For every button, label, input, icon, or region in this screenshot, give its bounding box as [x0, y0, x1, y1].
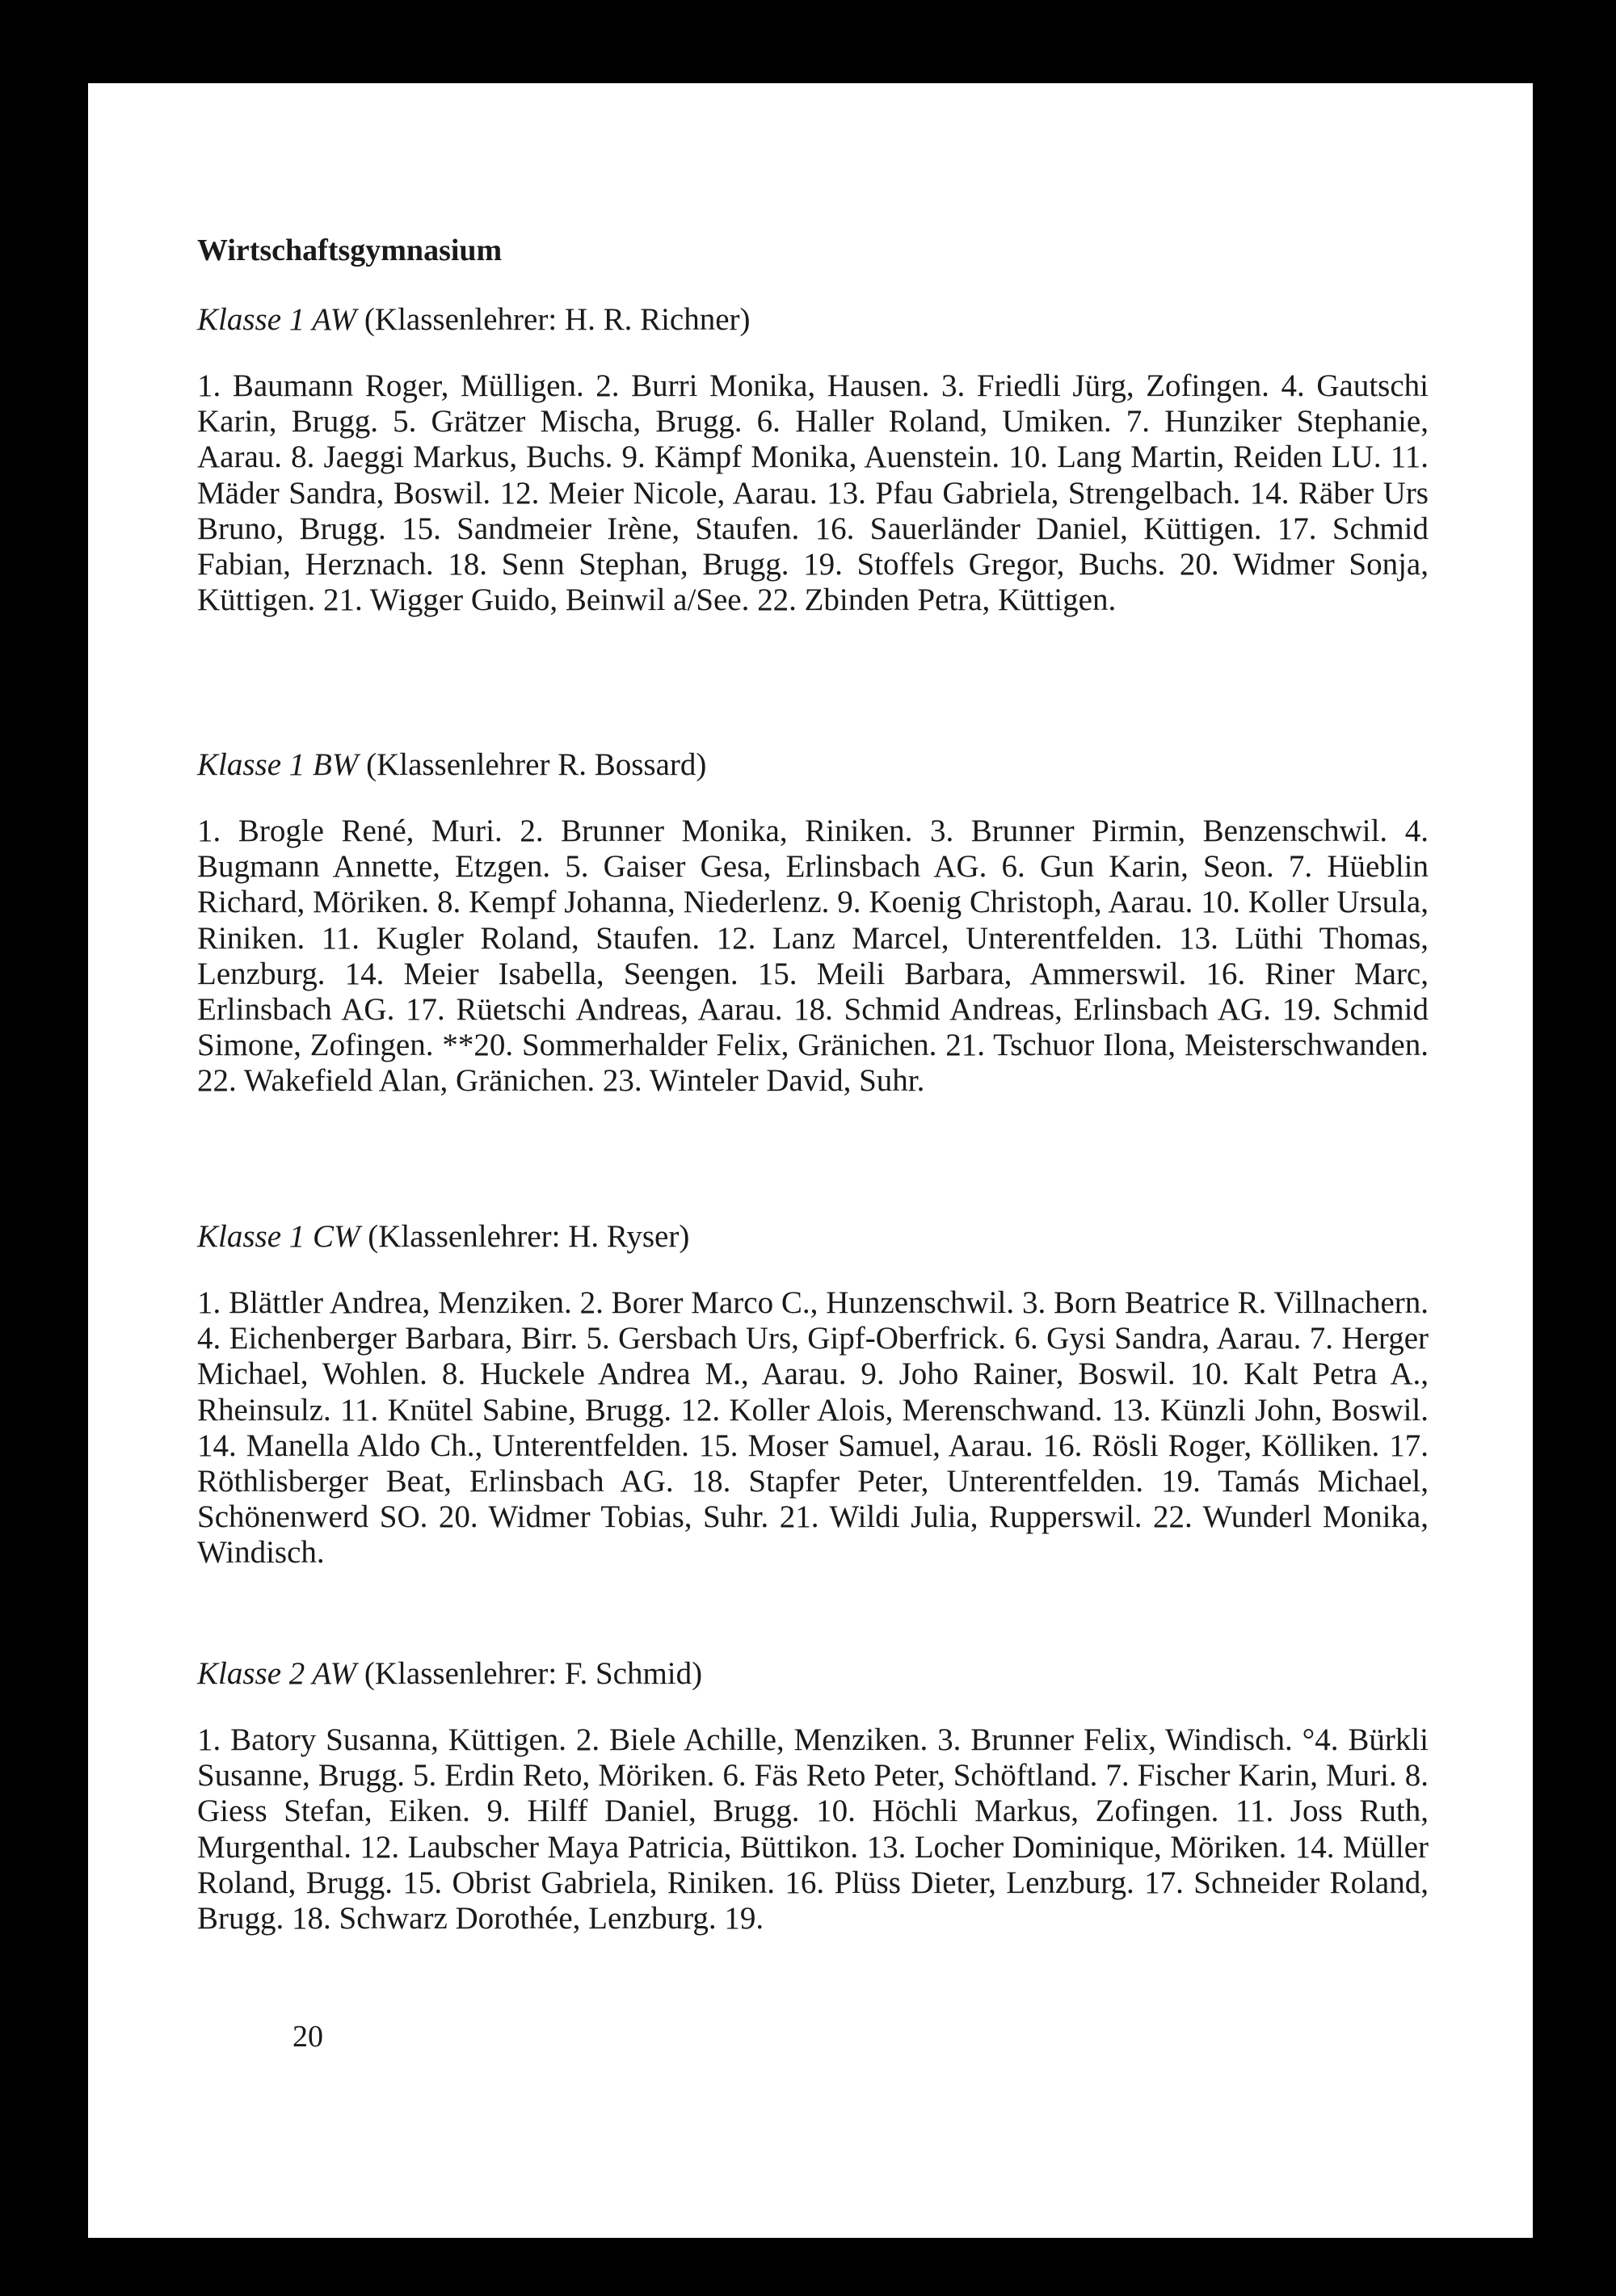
class-teacher: (Klassenlehrer R. Bossard) — [366, 747, 707, 782]
section-heading: Wirtschaftsgymnasium — [197, 233, 503, 267]
student-list: 1. Brogle René, Muri. 2. Brunner Monika, Riniken. 3. Brunner Pirmin, Benzenschwil. 4. Bugmann Annette, Etzgen. 5. Gaiser Gesa, Erlinsbach AG. 6. Gun Karin, Seon. 7. Hüeblin Richard, Möriken. 8. Kempf Johanna, Niederlenz. 9. Koenig Christoph, Aarau. 10. Koller Ursula, Riniken. 11. Kugler Roland, Staufen. 12. Lanz Marcel, Unterentfelden. 13. Lüthi Thomas, Lenzburg. 14. Meier Isabella, Seengen. 15. Meili Barbara, Ammerswil. 16. Riner Marc, Erlinsbach AG. 17. Rüetschi Andreas, Aarau. 18. Schmid Andreas, Erlinsbach AG. 19. Schmid Simone, Zofingen. **20. Sommerhalder Felix, Gränichen. 21. Tschuor Ilona, Meisterschwanden. 22. Wakefield Alan, Gränichen. 23. Winteler David, Suhr. — [197, 814, 1429, 1099]
class-title — [197, 302, 1429, 338]
class-teacher: (Klassenlehrer: H. Ryser) — [368, 1219, 690, 1254]
student-list: 1. Baumann Roger, Mülligen. 2. Burri Monika, Hausen. 3. Friedli Jürg, Zofingen. 4. Gautschi Karin, Brugg. 5. Grätzer Mischa, Brugg. 6. Haller Roland, Umiken. 7. Hunziker Stephanie, Aarau. 8. Jaeggi Markus, Buchs. 9. Kämpf Monika, Auenstein. 10. Lang Martin, Reiden LU. 11. Mäder Sandra, Boswil. 12. Meier Nicole, Aarau. 13. Pfau Gabriela, Strengelbach. 14. Räber Urs Bruno, Brugg. 15. Sandmeier Irène, Staufen. 16. Sauerländer Daniel, Küttigen. 17. Schmid Fabian, Herznach. 18. Senn Stephan, Brugg. 19. Stoffels Gregor, Buchs. 20. Widmer Sonja, Küttigen. 21. Wigger Guido, Beinwil a/See. 22. Zbinden Petra, Küttigen. — [197, 368, 1429, 618]
class-teacher: (Klassenlehrer: F. Schmid) — [364, 1656, 703, 1691]
class-title — [197, 747, 1429, 783]
class-name: Klasse 1 CW — [197, 1219, 360, 1254]
class-title — [197, 1219, 1429, 1255]
student-list: 1. Blättler Andrea, Menziken. 2. Borer Marco C., Hunzenschwil. 3. Born Beatrice R. Villnachern. 4. Eichenberger Barbara, Birr. 5. Gersbach Urs, Gipf-Oberfrick. 6. Gysi Sandra, Aarau. 7. Herger Michael, Wohlen. 8. Huckele Andrea M., Aarau. 9. Joho Rainer, Boswil. 10. Kalt Petra A., Rheinsulz. 11. Knütel Sabine, Brugg. 12. Koller Alois, Merenschwand. 13. Künzli John, Boswil. 14. Manella Aldo Ch., Unterentfelden. 15. Moser Samuel, Aarau. 16. Rösli Roger, Kölliken. 17. Röthlisberger Beat, Erlinsbach AG. 18. Stapfer Peter, Unterentfelden. 19. Tamás Michael, Schönenwerd SO. 20. Widmer Tobias, Suhr. 21. Wildi Julia, Rupperswil. 22. Wunderl Monika, Windisch. — [197, 1285, 1429, 1571]
class-section-2aw — [197, 1656, 1429, 1936]
page-number: 20 — [292, 2020, 323, 2054]
class-section-1aw — [197, 302, 1429, 618]
class-name: Klasse 1 BW — [197, 747, 359, 782]
class-name: Klasse 2 AW — [197, 1656, 357, 1691]
class-name: Klasse 1 AW — [197, 302, 357, 337]
class-section-1bw — [197, 747, 1429, 1100]
class-teacher: (Klassenlehrer: H. R. Richner) — [364, 302, 751, 337]
student-list: 1. Batory Susanna, Küttigen. 2. Biele Achille, Menziken. 3. Brunner Felix, Windisch. °4. Bürkli Susanne, Brugg. 5. Erdin Reto, Möriken. 6. Fäs Reto Peter, Schöftland. 7. Fischer Karin, Muri. 8. Giess Stefan, Eiken. 9. Hilff Daniel, Brugg. 10. Höchli Markus, Zofingen. 11. Joss Ruth, Murgenthal. 12. Laubscher Maya Patricia, Büttikon. 13. Locher Dominique, Möriken. 14. Müller Roland, Brugg. 15. Obrist Gabriela, Riniken. 16. Plüss Dieter, Lenzburg. 17. Schneider Roland, Brugg. 18. Schwarz Dorothée, Lenzburg. 19. — [197, 1722, 1429, 1936]
class-section-1cw — [197, 1219, 1429, 1571]
class-title — [197, 1656, 1429, 1692]
